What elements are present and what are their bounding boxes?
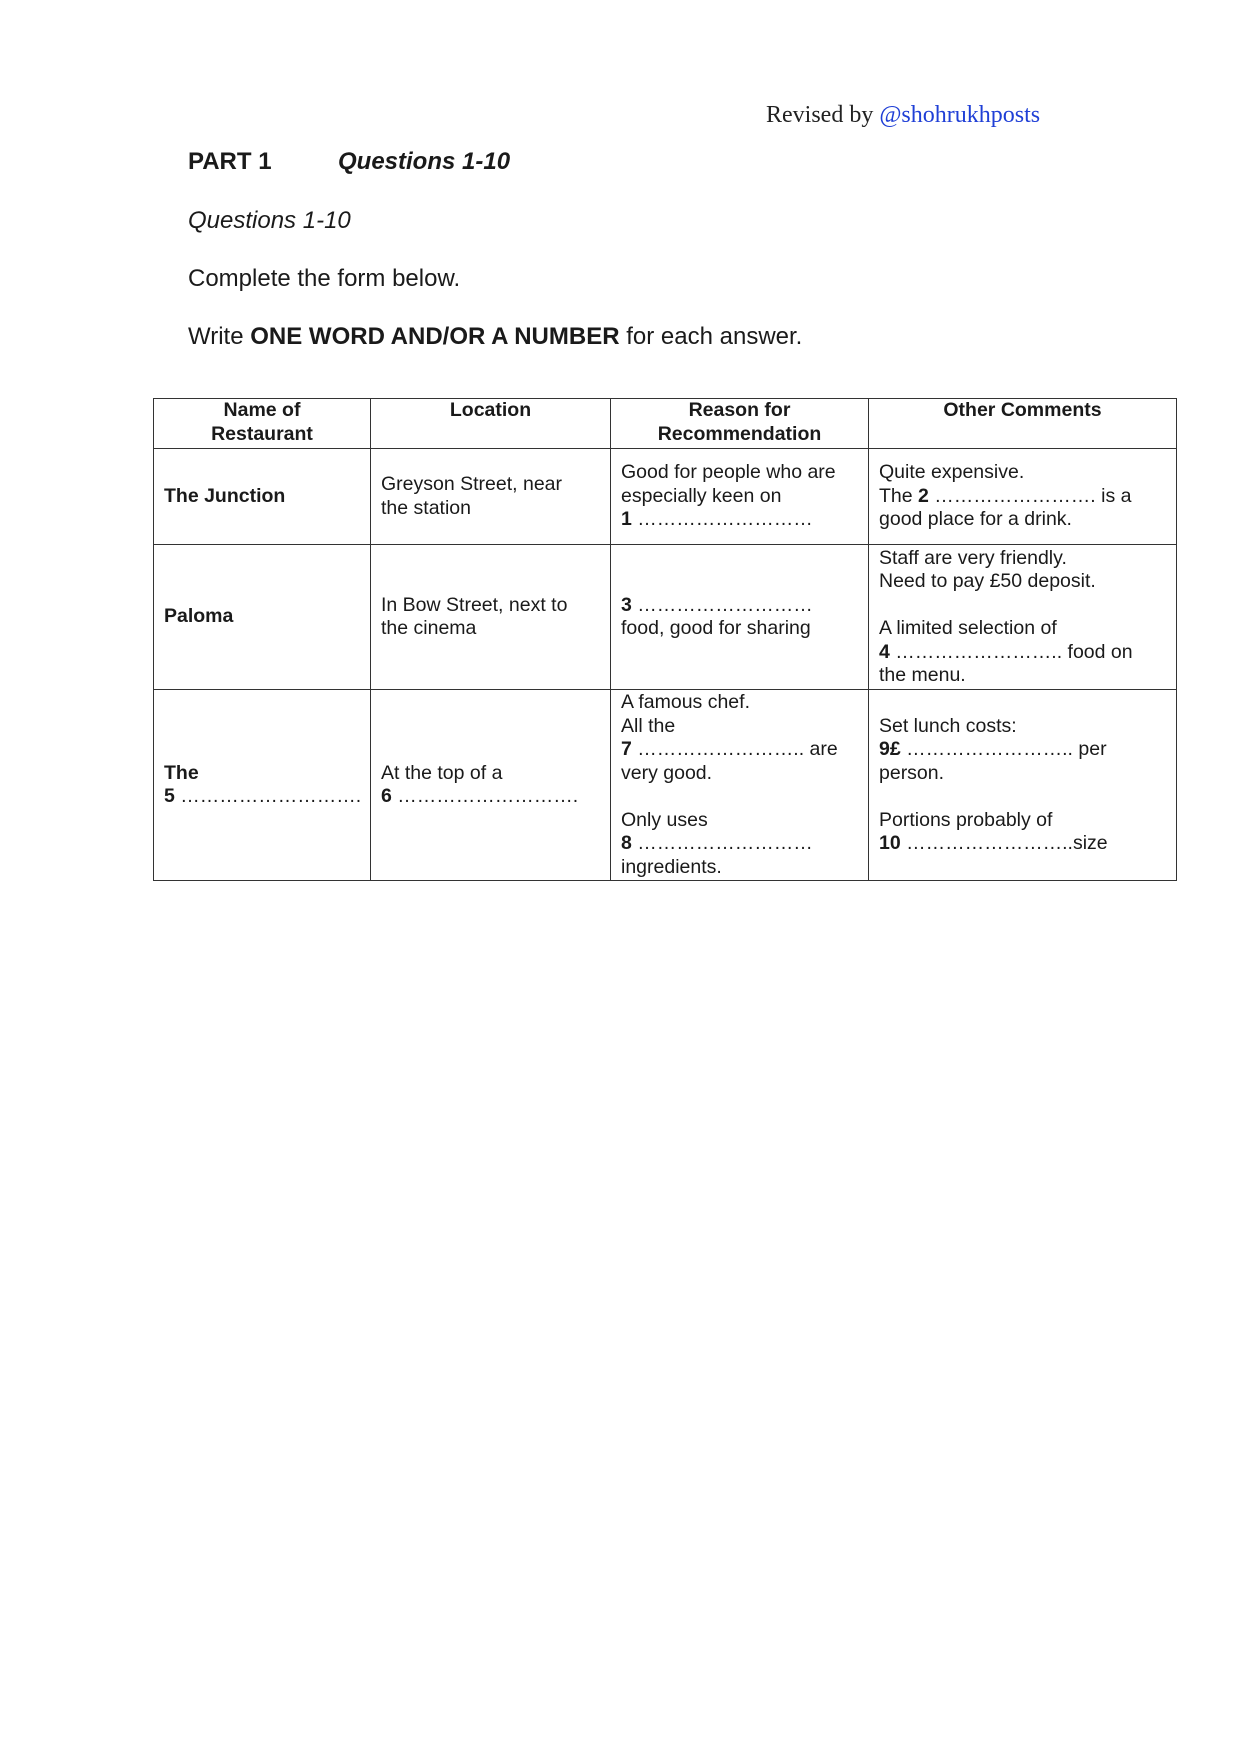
answer-blank-7[interactable]: …………………….. are [631, 738, 838, 760]
table-row [154, 690, 1177, 881]
answer-blank-3[interactable]: ……………………… [631, 593, 813, 616]
answer-blank-2[interactable]: ……………………. is a [928, 484, 1132, 507]
table-row [154, 545, 1177, 690]
instruction-word-limit-bold: ONE WORD AND/OR A NUMBER [250, 323, 620, 350]
instruction-pre: Write [188, 323, 251, 350]
cell-location: Greyson Street, near the station [371, 449, 611, 545]
cell-reason: 3 ……………………… food, good for sharing [611, 545, 869, 690]
answer-blank-6[interactable]: ………………………. [391, 785, 579, 807]
cell-location: At the top of a 6 ………………………. [371, 690, 611, 881]
header-reason: Reason for Recommendation [611, 399, 869, 449]
answer-blank-1[interactable]: ……………………… [631, 508, 813, 531]
question-1-number: 1 [621, 508, 632, 531]
cell-restaurant-name: Paloma [154, 545, 371, 690]
revised-by-text: Revised by [766, 102, 880, 128]
part-label: PART 1 [188, 148, 272, 175]
table-header-row [154, 399, 1177, 449]
cell-reason: A famous chef. All the 7 …………………….. are very good. Only uses 8 ……………………… ingredients. [611, 690, 869, 881]
question-5-number: 5 [164, 785, 175, 807]
question-8-number: 8 [621, 832, 632, 854]
question-6-number: 6 [381, 785, 392, 807]
cell-comments: Set lunch costs: 9£ …………………….. per person. Portions probably of 10 ……………………..size [869, 690, 1177, 881]
table-row [154, 449, 1177, 545]
answer-blank-10[interactable]: ……………………..size [900, 832, 1108, 854]
cell-restaurant-name: The Junction [154, 449, 371, 545]
cell-comments: Staff are very friendly. Need to pay £50 deposit. A limited selection of 4 …………………….. food on the menu. [869, 545, 1177, 690]
part-heading [188, 148, 511, 176]
instruction-complete-form: Complete the form below. [188, 265, 461, 292]
answer-blank-9[interactable]: …………………….. per [900, 738, 1107, 760]
restaurant-form-table [153, 398, 1177, 881]
question-7-number: 7 [621, 738, 632, 760]
answer-blank-8[interactable]: ……………………… [631, 832, 813, 854]
cell-location: In Bow Street, next to the cinema [371, 545, 611, 690]
cell-reason: Good for people who are especially keen on 1 ……………………… [611, 449, 869, 545]
answer-blank-4[interactable]: …………………….. food on [889, 640, 1133, 663]
questions-subheading: Questions 1-10 [188, 207, 351, 234]
instruction-post: for each answer. [619, 323, 803, 350]
question-10-number: 10 [879, 832, 901, 854]
revised-by-note [766, 102, 1040, 129]
cell-comments: Quite expensive. The 2 ……………………. is a good place for a drink. [869, 449, 1177, 545]
cell-restaurant-name: The 5 ………………………. [154, 690, 371, 881]
header-comments: Other Comments [869, 399, 1177, 449]
question-3-number: 3 [621, 593, 632, 616]
instruction-word-limit [188, 323, 802, 351]
author-handle-link[interactable]: @shohrukhposts [879, 102, 1041, 128]
header-location: Location [371, 399, 611, 449]
question-4-number: 4 [879, 640, 890, 663]
header-restaurant-name: Name of Restaurant [154, 399, 371, 449]
answer-blank-5[interactable]: ………………………. [174, 785, 362, 807]
question-9-number: 9£ [879, 738, 901, 760]
question-2-number: 2 [918, 484, 929, 507]
part-questions-range: Questions 1-10 [338, 148, 511, 175]
